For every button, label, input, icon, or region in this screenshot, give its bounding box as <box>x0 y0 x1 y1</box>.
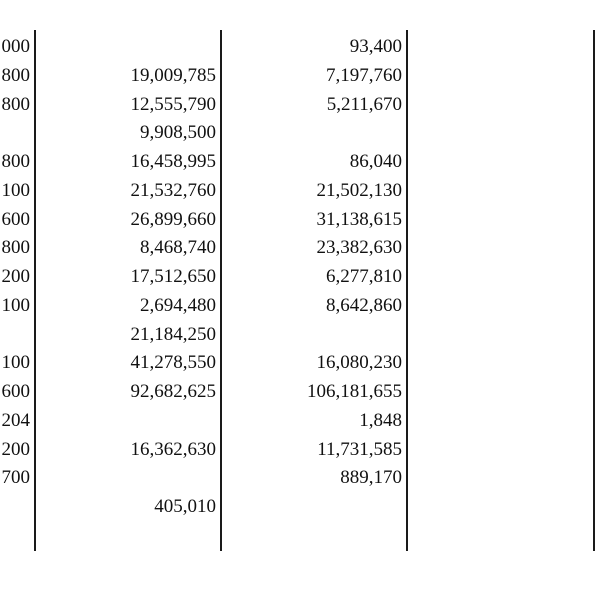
table-cell: 100 <box>1 352 30 374</box>
table-cell: 19,009,785 <box>130 64 216 86</box>
table-cell: 100 <box>1 294 30 316</box>
table-cell: 9,908,500 <box>140 122 216 144</box>
table-cell: 800 <box>1 151 30 172</box>
table-cell: 204 <box>1 409 30 431</box>
table-row <box>0 321 600 349</box>
table-cell: 5,211,670 <box>326 93 402 115</box>
table-row <box>0 91 600 119</box>
table-cell: 16,458,995 <box>130 151 216 172</box>
table-cell: 93,400 <box>349 36 402 57</box>
table-cell: 600 <box>1 381 30 402</box>
table-row <box>0 407 600 435</box>
table-cell: 200 <box>1 438 30 460</box>
table-cell: 86,040 <box>349 151 402 172</box>
table-cell: 41,278,550 <box>130 352 216 374</box>
table-cell: 700 <box>1 467 30 489</box>
table-cell: 8,642,860 <box>326 294 402 316</box>
table-cell: 8,468,740 <box>140 237 216 259</box>
table-row <box>0 464 600 492</box>
table-cell: 200 <box>1 266 30 287</box>
table-row <box>0 292 600 320</box>
table-cell: 405,010 <box>154 496 216 517</box>
table-cell: 21,184,250 <box>130 323 216 345</box>
table-row <box>0 119 600 147</box>
table-row <box>0 177 600 205</box>
table-cell: 889,170 <box>340 467 402 489</box>
table-cell: 21,502,130 <box>316 179 402 201</box>
table-row <box>0 378 600 406</box>
table-row <box>0 206 600 234</box>
table-cell: 92,682,625 <box>130 381 216 402</box>
table-row <box>0 234 600 262</box>
table-cell: 16,080,230 <box>316 352 402 374</box>
table-cell: 17,512,650 <box>130 266 216 287</box>
table-cell: 2,694,480 <box>140 294 216 316</box>
table-cell: 6,277,810 <box>326 266 402 287</box>
table-cell: 16,362,630 <box>130 438 216 460</box>
table-cell: 7,197,760 <box>326 64 402 86</box>
table-row <box>0 33 600 61</box>
table-cell: 100 <box>1 179 30 201</box>
table-cell: 23,382,630 <box>316 237 402 259</box>
table-row <box>0 436 600 464</box>
table-cell: 600 <box>1 208 30 230</box>
table-cell: 800 <box>1 64 30 86</box>
table-row <box>0 349 600 377</box>
table-row <box>0 62 600 90</box>
table-cell: 000 <box>1 36 30 57</box>
table-cell: 12,555,790 <box>130 93 216 115</box>
table-cell: 106,181,655 <box>307 381 402 402</box>
table-row <box>0 493 600 521</box>
table-cell: 800 <box>1 93 30 115</box>
table-cell: 31,138,615 <box>316 208 402 230</box>
table-row <box>0 148 600 176</box>
table-row <box>0 263 600 291</box>
table-cell: 21,532,760 <box>130 179 216 201</box>
table-cell: 1,848 <box>359 409 402 431</box>
table-cell: 800 <box>1 237 30 259</box>
table-cell: 26,899,660 <box>130 208 216 230</box>
table-cell: 11,731,585 <box>317 438 402 460</box>
